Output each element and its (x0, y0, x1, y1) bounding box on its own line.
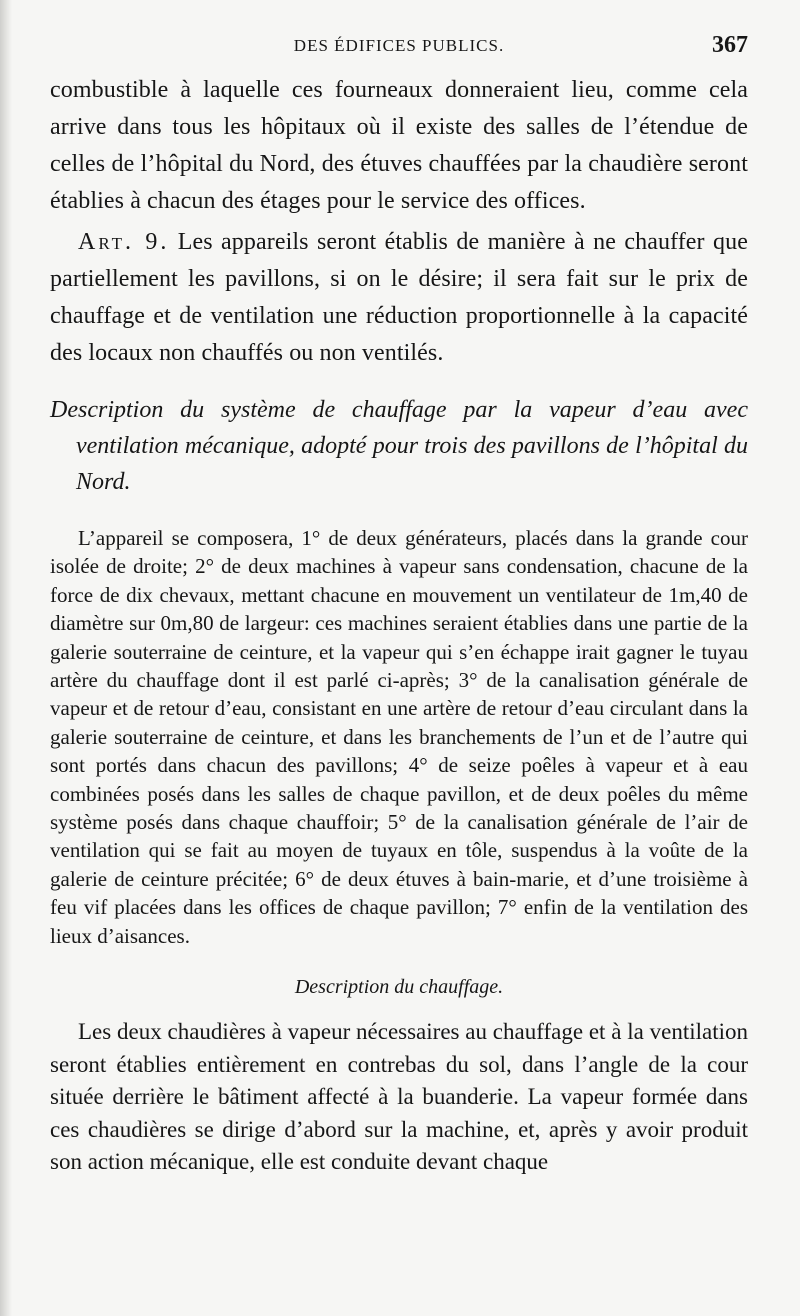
subsection-heading: Description du chauffage. (294, 976, 504, 999)
article-9-paragraph (50, 224, 748, 372)
page-header (50, 32, 748, 64)
page-spine-shadow (0, 0, 12, 1316)
running-head: DES ÉDIFICES PUBLICS. (293, 36, 505, 55)
boilers-paragraph: Les deux chaudières à vapeur nécessaires au chauffage et à la ventilation seront établies entièrement en contrebas du sol, dans l’angle de la cour située derrière le bâtiment affecté à la buanderie. La vapeur formée dans ces chaudières se dirige d’abord sur la machine, et, après y avoir produit son action mécanique, elle est conduite devant chaque (50, 1019, 748, 1175)
paragraph-continued: combustible à laquelle ces fourneaux donneraient lieu, comme cela arrive dans tous les hôpitaux où il existe des salles de l’étendue de celles de l’hôpital du Nord, des étuves chauffées par la chaudière seront établies à chacun des étages pour le service des offices. (50, 77, 748, 214)
article-9-text: Les appareils seront établis de manière à ne chauffer que partiellement les pavillons, si on le désire; il sera fait sur le prix de chauffage et de ventilation une réduction proportionnelle à la capacité des locaux non chauffés ou non ventilés. (50, 229, 748, 366)
article-label: Art. 9. (78, 229, 170, 255)
page-number: 367 (712, 32, 748, 58)
apparatus-paragraph: L’appareil se composera, 1° de deux générateurs, placés dans la grande cour isolée de droite; 2° de deux machines à vapeur sans condensation, chacune de la force de dix chevaux, mettant chacune en mouvement un ventilateur de 1m,40 de diamètre sur 0m,80 de largeur: ces machines seraient établies dans une partie de la galerie souterraine de ceinture, et la vapeur qui s’en échappe irait gagner le tuyau artère du chauffage dont il est parlé ci-après; 3° de la canalisation générale de vapeur et de retour d’eau, consistant en une artère de retour d’eau circulant dans la galerie souterraine de ceinture, et dans les branchements de l’un et de l’autre qui sont portés dans chacun des pavillons; 4° de seize poêles à vapeur et à eau combinées posés dans les salles de chaque pavillon, et de deux poêles du même système posés dans chaque chauffoir; 5° de la canalisation générale de l’air de ventilation qui se fait au moyen de tuyaux en tôle, suspendus à la voûte de la galerie de ceinture précitée; 6° de deux étuves à bain-marie, et d’une troisième à feu vif placées dans les offices de chaque pavillon; 7° enfin de la ventilation des lieux d’aisances. (50, 526, 748, 948)
section-heading: Description du système de chauffage par la vapeur d’eau avec ventilation mécanique, adopté pour trois des pavillons de l’hôpital du Nord. (50, 397, 748, 495)
page-body (50, 72, 748, 1179)
